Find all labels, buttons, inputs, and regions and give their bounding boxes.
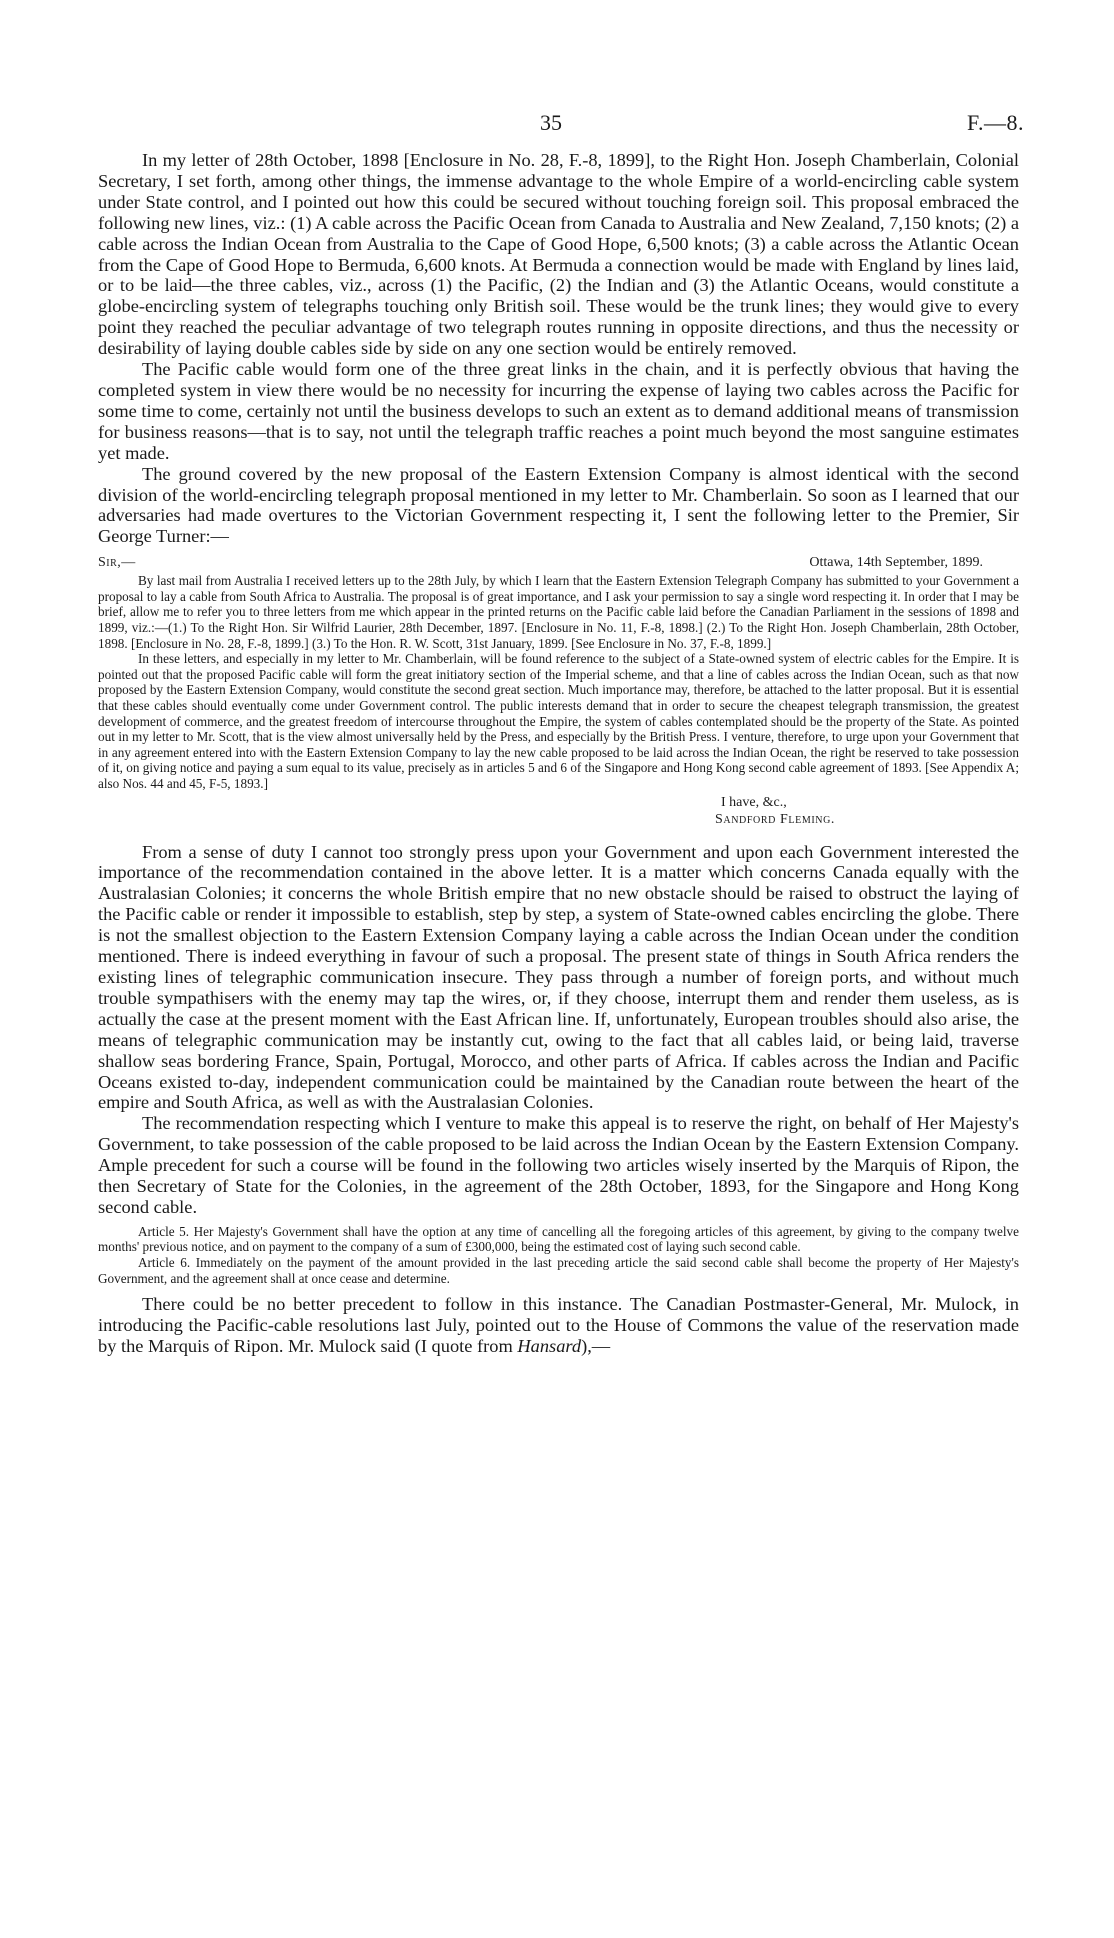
paragraph-pacific-cable: The Pacific cable would form one of the three great links in the chain, and it is perfectly obvious that having the completed system in view there would be no necessity for incurring the expense of laying two cables across the Pacific for some time to come, certainly not until the business develops to such an extent as to demand additional means of transmission for business reasons—that is to say, not until the telegraph traffic reaches a point much beyond the most sanguine estimates yet made. bbox=[98, 359, 1019, 463]
letter-paragraph-2: In these letters, and especially in my letter to Mr. Chamberlain, will be found reference to the subject of a State-owned system of electric cables for the Empire. It is pointed out that the proposed Pacific cable will form the great initiatory section of the Imperial scheme, and that a line of cables across the Indian Ocean, such as that now proposed by the Eastern Extension Company, would constitute the second great section. Much importance may, therefore, be attached to the latter proposal. But it is essential that these cables should eventually come under Government control. The public interests demand that in order to secure the cheapest telegraph transmission, the greatest development of commerce, and the greatest freedom of intercourse throughout the Empire, the system of cables contemplated should be the property of the State. As pointed out in my letter to Mr. Scott, that is the view almost universally held by the Press, and especially by the British Press. I venture, therefore, to urge upon your Government that in any agreement entered into with the Eastern Extension Company to lay the new cable proposed to be laid across the Indian Ocean, the right be reserved to take possession of it, on giving notice and paying a sum equal to its value, precisely as in articles 5 and 6 of the Singapore and Hong Kong second cable agreement of 1893. [See Appendix A; also Nos. 44 and 45, F-5, 1893.] bbox=[98, 651, 1019, 791]
letter-salutation: Sir,— bbox=[98, 555, 136, 571]
letter-dateline: Ottawa, 14th September, 1899. bbox=[809, 555, 983, 571]
document-reference: F.—8. bbox=[967, 110, 1024, 135]
hansard-reference: Hansard bbox=[517, 1336, 582, 1357]
letter-paragraph-1: By last mail from Australia I received letters up to the 28th July, by which I learn that the Eastern Extension Telegraph Company has submitted to your Government a proposal to lay a cable from South Africa to Australia. The proposal is of great importance, and I ask your permission to say a single word respecting it. In order that I may be brief, allow me to refer you to three letters from me which appear in the printed returns on the Pacific cable laid before the Canadian Parliament in the sessions of 1898 and 1899, viz.:—(1.) To the Right Hon. Sir Wilfrid Laurier, 28th December, 1897. [Enclosure in No. 11, F.-8, 1898.] (2.) To the Right Hon. Joseph Chamberlain, 28th October, 1898. [Enclosure in No. 28, F.-8, 1899.] (3.) To the Hon. R. W. Scott, 31st January, 1899. [See Enclosure in No. 37, F.-8, 1899.] bbox=[98, 573, 1019, 651]
paragraph-precedent bbox=[98, 1294, 1019, 1357]
paragraph-recommendation: The recommendation respecting which I venture to make this appeal is to reserve the right, on behalf of Her Majesty's Government, to take possession of the cable proposed to be laid across the Indian Ocean by the Eastern Extension Company. Ample precedent for such a course will be found in the following two articles wisely inserted by the Marquis of Ripon, the then Secretary of State for the Colonies, in the agreement of the 28th October, 1893, for the Singapore and Hong Kong second cable. bbox=[98, 1113, 1019, 1217]
paragraph-eastern-extension: The ground covered by the new proposal of the Eastern Extension Company is almost identical with the second division of the world-encircling telegraph proposal mentioned in my letter to Mr. Chamberlain. So soon as I learned that our adversaries had made overtures to the Victorian Government respecting it, I sent the following letter to the Premier, Sir George Turner:— bbox=[98, 463, 1019, 547]
article-5-quote: Article 5. Her Majesty's Government shall have the option at any time of cancelling all the foregoing articles of this agreement, by giving to the company twelve months' previous notice, and on payment to the company of a sum of £300,000, being the estimated cost of laying such second cable. bbox=[98, 1223, 1019, 1255]
paragraph-sense-of-duty: From a sense of duty I cannot too strongly press upon your Government and upon each Government interested the importance of the recommendation contained in the above letter. It is a matter which concerns Canada equally with the Australasian Colonies; it concerns the whole British empire that no new obstacle should be raised to obstruct the laying of the Pacific cable or render it impossible to establish, step by step, a system of State-owned cables encircling the globe. There is not the smallest objection to the Eastern Extension Company laying a cable across the Indian Ocean under the condition mentioned. There is indeed everything in favour of such a proposal. The present state of things in South Africa renders the existing lines of telegraphic communication insecure. They pass through a number of foreign ports, and without much trouble sympathisers with the enemy may tap the wires, or, if they choose, interrupt them and render them useless, as is actually the case at the present moment with the East African line. If, unfortunately, European troubles should also arise, the means of telegraphic communication may be instantly cut, owing to the fact that all cables laid, or being laid, traverse shallow seas bordering France, Spain, Portugal, Morocco, and other parts of Africa. If cables across the Indian and Pacific Oceans existed to-day, independent communication could be maintained by the Canadian route between the heart of the empire and South Africa, as well as with the Australasian Colonies. bbox=[98, 841, 1019, 1113]
letter-closing: I have, &c., bbox=[721, 794, 787, 810]
document-body bbox=[98, 150, 1019, 1357]
page-number: 35 bbox=[540, 110, 562, 135]
letter-header bbox=[98, 555, 1019, 573]
precedent-text: There could be no better precedent to follow in this instance. The Canadian Postmaster-General, Mr. Mulock, in introducing the Pacific-cable resolutions last July, pointed out to the House of Commons the value of the reservation made by the Marquis of Ripon. Mr. Mulock said (I quote from bbox=[98, 1294, 1019, 1357]
paragraph-chamberlain-letter: In my letter of 28th October, 1898 [Enclosure in No. 28, F.-8, 1899], to the Right Hon. Joseph Chamberlain, Colonial Secretary, I set forth, among other things, the immense advantage to the whole Empire of a world-encircling cable system under State control, and I pointed out how this could be secured without touching foreign soil. This proposal embraced the following new lines, viz.: (1) A cable across the Pacific Ocean from Canada to Australia and New Zealand, 7,150 knots; (2) a cable across the Indian Ocean from Australia to the Cape of Good Hope, 6,500 knots; (3) a cable across the Atlantic Ocean from the Cape of Good Hope to Bermuda, 6,600 knots. At Bermuda a connection would be made with England by lines laid, or to be laid—the three cables, viz., across (1) the Pacific, (2) the Indian and (3) the Atlantic Oceans, would constitute a globe-encircling system of telegraphs touching only British soil. These would be the trunk lines; they would give to every point they reached the peculiar advantage of two telegraph routes running in opposite directions, and thus the necessity or desirability of laying double cables side by side on any one section would be entirely removed. bbox=[98, 150, 1019, 359]
article-6-quote: Article 6. Immediately on the payment of the amount provided in the last preceding article the said second cable shall become the property of Her Majesty's Government, and the agreement shall at once cease and determine. bbox=[98, 1255, 1019, 1286]
letter-signature: Sandford Fleming. bbox=[715, 811, 835, 827]
precedent-tail: ),— bbox=[581, 1336, 611, 1357]
letter-signoff bbox=[715, 794, 1019, 828]
page-header bbox=[0, 110, 1114, 140]
